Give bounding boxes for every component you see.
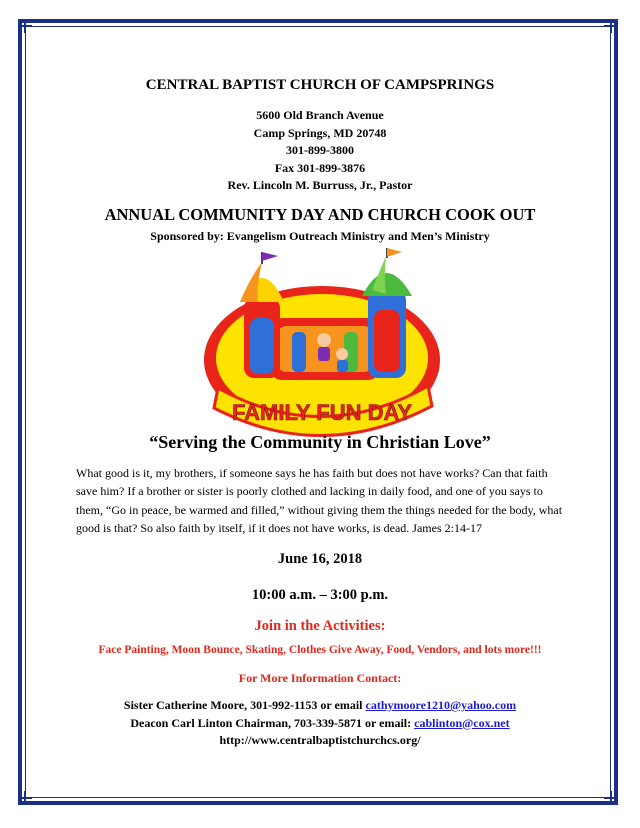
church-address-block — [40, 107, 600, 195]
event-theme: “Serving the Community in Christian Love” — [149, 432, 491, 452]
email-link-catherine[interactable]: cathymoore1210@yahoo.com — [365, 698, 517, 712]
event-date: June 16, 2018 — [277, 551, 363, 567]
contact-line-1 — [40, 697, 600, 715]
border-corner-ornament — [604, 19, 618, 33]
contact-heading: For More Information Contact: — [238, 671, 402, 685]
email-link-carl[interactable]: cablinton@cox.net — [414, 715, 510, 730]
border-corner-ornament — [18, 19, 32, 33]
contact-line-2 — [40, 715, 600, 733]
contact-2-text: Deacon Carl Linton Chairman, 703-339-5871 or email: — [130, 715, 415, 730]
contact-block — [40, 697, 600, 750]
website-url[interactable]: http://www.centralbaptistchurchcs.org/ — [219, 733, 421, 747]
address-line-2: Camp Springs, MD 20748 — [253, 125, 387, 140]
address-line-1: 5600 Old Branch Avenue — [256, 108, 384, 122]
phone-number: 301-899-3800 — [286, 143, 354, 157]
fax-number: Fax 301-899-3876 — [274, 160, 366, 175]
family-fun-day-logo — [200, 248, 444, 440]
logo-text: FAMILY FUN DAY — [231, 400, 413, 425]
activities-list: Face Painting, Moon Bounce, Skating, Clothes Give Away, Food, Vendors, and lots more!!! — [98, 644, 542, 656]
pastor-name: Rev. Lincoln M. Burruss, Jr., Pastor — [227, 178, 413, 192]
event-title: ANNUAL COMMUNITY DAY AND CHURCH COOK OUT — [104, 205, 536, 224]
church-name: CENTRAL BAPTIST CHURCH OF CAMPSPRINGS — [145, 77, 495, 93]
scripture-paragraph: What good is it, my brothers, if someone says he has faith but does not have works? Can that faith save him? If a brother or sister is poorly clothed and lacking in daily food, and one of you says to them, “Go in peace, be warmed and filled,” without giving them the things needed for the body, what good is that? So also faith by itself, if it does not have works, is dead. James 2:14-17 — [76, 466, 563, 535]
border-corner-ornament — [604, 791, 618, 805]
border-corner-ornament — [18, 791, 32, 805]
event-sponsor: Sponsored by: Evangelism Outreach Ministry and Men’s Ministry — [150, 229, 490, 243]
event-time: 10:00 a.m. – 3:00 p.m. — [251, 587, 389, 603]
contact-1-text: Sister Catherine Moore, 301-992-1153 or email — [123, 698, 366, 712]
activities-heading: Join in the Activities: — [254, 618, 386, 634]
